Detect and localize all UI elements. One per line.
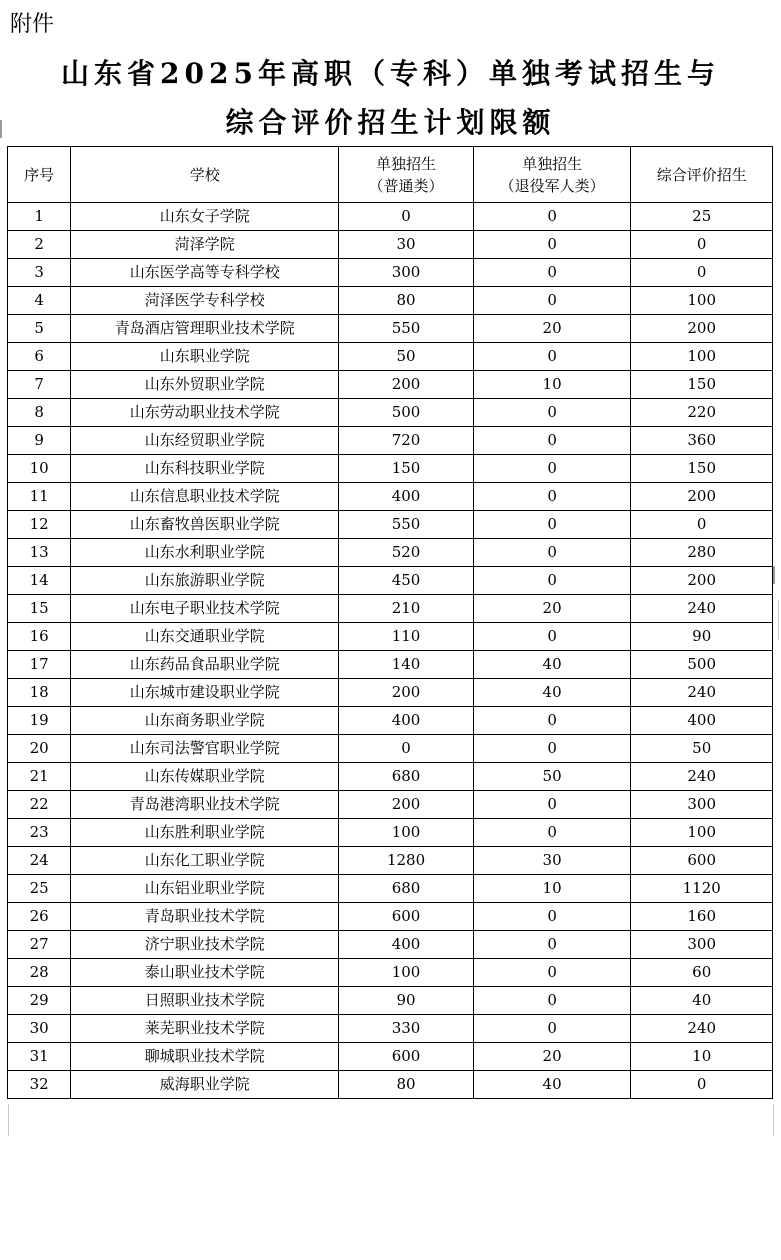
cell-single-general: 550 [339,315,474,343]
cell-no: 25 [8,875,71,903]
cell-single-veteran: 0 [473,735,631,763]
cell-comprehensive: 10 [631,1043,773,1071]
cell-school: 济宁职业技术学院 [71,931,339,959]
cell-single-general: 100 [339,819,474,847]
cell-single-general: 400 [339,707,474,735]
cell-comprehensive: 60 [631,959,773,987]
document-title-line-1: 山东省2025年高职（专科）单独考试招生与 [61,57,720,90]
cell-no: 6 [8,343,71,371]
enrollment-quota-table [7,146,773,1099]
cell-no: 5 [8,315,71,343]
cell-single-veteran: 0 [473,707,631,735]
cell-no: 3 [8,259,71,287]
cell-school: 山东科技职业学院 [71,455,339,483]
table-row [8,595,773,623]
cell-comprehensive: 280 [631,539,773,567]
cell-school: 莱芜职业技术学院 [71,1015,339,1043]
cell-single-veteran: 30 [473,847,631,875]
cell-single-veteran: 0 [473,455,631,483]
cell-single-general: 140 [339,651,474,679]
cell-no: 27 [8,931,71,959]
header-comprehensive: 综合评价招生 [631,147,773,203]
cell-single-general: 90 [339,987,474,1015]
cell-single-general: 100 [339,959,474,987]
cell-single-general: 30 [339,231,474,259]
cell-single-veteran: 0 [473,539,631,567]
cell-comprehensive: 240 [631,679,773,707]
cell-no: 8 [8,399,71,427]
cell-school: 山东药品食品职业学院 [71,651,339,679]
cell-single-general: 330 [339,1015,474,1043]
cell-single-general: 0 [339,735,474,763]
cell-single-general: 680 [339,763,474,791]
cell-single-veteran: 20 [473,595,631,623]
cell-comprehensive: 360 [631,427,773,455]
cell-comprehensive: 90 [631,623,773,651]
cell-no: 2 [8,231,71,259]
cell-school: 山东铝业职业学院 [71,875,339,903]
cell-school: 山东畜牧兽医职业学院 [71,511,339,539]
cell-single-general: 550 [339,511,474,539]
cell-school: 菏泽医学专科学校 [71,287,339,315]
cell-school: 山东司法警官职业学院 [71,735,339,763]
table-row [8,1015,773,1043]
cell-single-veteran: 0 [473,1015,631,1043]
page-edge-bottom-left [8,1104,9,1136]
table-row [8,791,773,819]
table-row [8,511,773,539]
cell-single-veteran: 0 [473,427,631,455]
table-row [8,819,773,847]
cell-comprehensive: 160 [631,903,773,931]
table-row [8,987,773,1015]
cell-school: 山东信息职业技术学院 [71,483,339,511]
cell-single-general: 720 [339,427,474,455]
cell-no: 26 [8,903,71,931]
cell-school: 青岛职业技术学院 [71,903,339,931]
cell-school: 山东经贸职业学院 [71,427,339,455]
cell-no: 7 [8,371,71,399]
cell-no: 32 [8,1071,71,1099]
cell-single-general: 80 [339,287,474,315]
header-no: 序号 [8,147,71,203]
cell-single-general: 150 [339,455,474,483]
header-single-veteran [473,147,631,203]
table-row [8,231,773,259]
cell-single-general: 680 [339,875,474,903]
right-edge-marker [773,566,775,584]
cell-single-veteran: 40 [473,679,631,707]
cell-school: 山东城市建设职业学院 [71,679,339,707]
cell-single-veteran: 0 [473,259,631,287]
table-row [8,539,773,567]
cell-comprehensive: 200 [631,483,773,511]
cell-school: 山东医学高等专科学校 [71,259,339,287]
cell-school: 山东电子职业技术学院 [71,595,339,623]
cell-no: 23 [8,819,71,847]
cell-comprehensive: 100 [631,287,773,315]
cell-no: 21 [8,763,71,791]
cell-single-general: 0 [339,203,474,231]
cell-single-veteran: 50 [473,763,631,791]
cell-single-veteran: 0 [473,987,631,1015]
table-row [8,735,773,763]
cell-comprehensive: 200 [631,567,773,595]
cell-no: 24 [8,847,71,875]
table-row [8,203,773,231]
cell-single-general: 200 [339,791,474,819]
cell-single-veteran: 40 [473,1071,631,1099]
cell-no: 10 [8,455,71,483]
cell-single-veteran: 0 [473,819,631,847]
table-row [8,1043,773,1071]
cell-single-veteran: 0 [473,287,631,315]
cell-school: 泰山职业技术学院 [71,959,339,987]
cell-no: 15 [8,595,71,623]
cell-comprehensive: 150 [631,371,773,399]
cell-single-veteran: 0 [473,567,631,595]
cell-single-general: 400 [339,483,474,511]
table-row [8,427,773,455]
cell-single-general: 110 [339,623,474,651]
page-edge-bottom-right [773,1104,774,1136]
cell-no: 29 [8,987,71,1015]
cell-no: 12 [8,511,71,539]
cell-comprehensive: 220 [631,399,773,427]
cell-single-veteran: 0 [473,231,631,259]
table-body [8,203,773,1099]
cell-single-veteran: 0 [473,791,631,819]
cell-school: 威海职业学院 [71,1071,339,1099]
cell-comprehensive: 500 [631,651,773,679]
cell-school: 青岛酒店管理职业技术学院 [71,315,339,343]
cell-comprehensive: 300 [631,931,773,959]
cell-no: 28 [8,959,71,987]
left-edge-marker [0,120,2,138]
cell-comprehensive: 200 [631,315,773,343]
cell-school: 青岛港湾职业技术学院 [71,791,339,819]
cell-no: 13 [8,539,71,567]
cell-school: 山东胜利职业学院 [71,819,339,847]
table-row [8,483,773,511]
cell-comprehensive: 0 [631,259,773,287]
cell-school: 山东劳动职业技术学院 [71,399,339,427]
cell-no: 19 [8,707,71,735]
cell-single-general: 600 [339,1043,474,1071]
table-row [8,623,773,651]
cell-comprehensive: 0 [631,231,773,259]
header-single-veteran-line-1: 单独招生 [522,154,583,173]
cell-school: 山东水利职业学院 [71,539,339,567]
cell-single-veteran: 20 [473,315,631,343]
cell-single-veteran: 0 [473,623,631,651]
cell-school: 聊城职业技术学院 [71,1043,339,1071]
cell-school: 山东女子学院 [71,203,339,231]
table-row [8,399,773,427]
table-row [8,707,773,735]
table-row [8,567,773,595]
cell-single-general: 210 [339,595,474,623]
cell-school: 日照职业技术学院 [71,987,339,1015]
table-row [8,455,773,483]
cell-school: 山东化工职业学院 [71,847,339,875]
table-row [8,875,773,903]
table-row [8,371,773,399]
cell-single-veteran: 0 [473,483,631,511]
document-title-line-2: 综合评价招生计划限额 [225,106,556,139]
cell-comprehensive: 150 [631,455,773,483]
cell-single-veteran: 0 [473,931,631,959]
cell-single-general: 50 [339,343,474,371]
table-row [8,259,773,287]
cell-comprehensive: 300 [631,791,773,819]
cell-no: 16 [8,623,71,651]
cell-comprehensive: 600 [631,847,773,875]
cell-school: 山东交通职业学院 [71,623,339,651]
cell-no: 22 [8,791,71,819]
table-header-row [8,147,773,203]
cell-single-veteran: 0 [473,343,631,371]
cell-comprehensive: 50 [631,735,773,763]
cell-comprehensive: 240 [631,1015,773,1043]
cell-single-general: 300 [339,259,474,287]
cell-no: 30 [8,1015,71,1043]
page-edge-right [778,600,779,640]
header-single-general-line-2: （普通类） [368,176,444,195]
cell-no: 31 [8,1043,71,1071]
cell-single-veteran: 0 [473,511,631,539]
cell-single-general: 600 [339,903,474,931]
table-row [8,959,773,987]
cell-school: 山东职业学院 [71,343,339,371]
cell-single-veteran: 20 [473,1043,631,1071]
cell-single-veteran: 0 [473,959,631,987]
cell-school: 山东传媒职业学院 [71,763,339,791]
cell-single-veteran: 10 [473,371,631,399]
cell-single-veteran: 10 [473,875,631,903]
cell-single-general: 80 [339,1071,474,1099]
header-single-general-line-1: 单独招生 [376,154,437,173]
cell-school: 山东旅游职业学院 [71,567,339,595]
table-row [8,315,773,343]
cell-no: 1 [8,203,71,231]
cell-comprehensive: 0 [631,511,773,539]
cell-no: 9 [8,427,71,455]
cell-no: 11 [8,483,71,511]
cell-comprehensive: 100 [631,343,773,371]
table-row [8,847,773,875]
table-row [8,343,773,371]
table-row [8,287,773,315]
cell-single-veteran: 0 [473,203,631,231]
table-row [8,651,773,679]
cell-no: 4 [8,287,71,315]
cell-comprehensive: 240 [631,595,773,623]
cell-single-general: 200 [339,371,474,399]
cell-comprehensive: 400 [631,707,773,735]
cell-comprehensive: 0 [631,1071,773,1099]
cell-school: 山东外贸职业学院 [71,371,339,399]
cell-single-general: 500 [339,399,474,427]
table-row [8,679,773,707]
cell-comprehensive: 240 [631,763,773,791]
cell-comprehensive: 1120 [631,875,773,903]
cell-no: 17 [8,651,71,679]
cell-single-veteran: 0 [473,903,631,931]
cell-single-general: 200 [339,679,474,707]
cell-comprehensive: 100 [631,819,773,847]
cell-single-general: 400 [339,931,474,959]
cell-comprehensive: 40 [631,987,773,1015]
cell-no: 18 [8,679,71,707]
cell-single-veteran: 0 [473,399,631,427]
cell-comprehensive: 25 [631,203,773,231]
cell-single-general: 520 [339,539,474,567]
cell-single-general: 450 [339,567,474,595]
table-row [8,1071,773,1099]
table-row [8,763,773,791]
header-single-general [339,147,474,203]
cell-school: 山东商务职业学院 [71,707,339,735]
cell-single-veteran: 40 [473,651,631,679]
table-row [8,931,773,959]
header-single-veteran-line-2: （退役军人类） [499,176,605,195]
cell-school: 菏泽学院 [71,231,339,259]
attachment-label: 附件 [10,12,55,37]
header-school: 学校 [71,147,339,203]
cell-no: 14 [8,567,71,595]
cell-single-general: 1280 [339,847,474,875]
cell-no: 20 [8,735,71,763]
table-row [8,903,773,931]
